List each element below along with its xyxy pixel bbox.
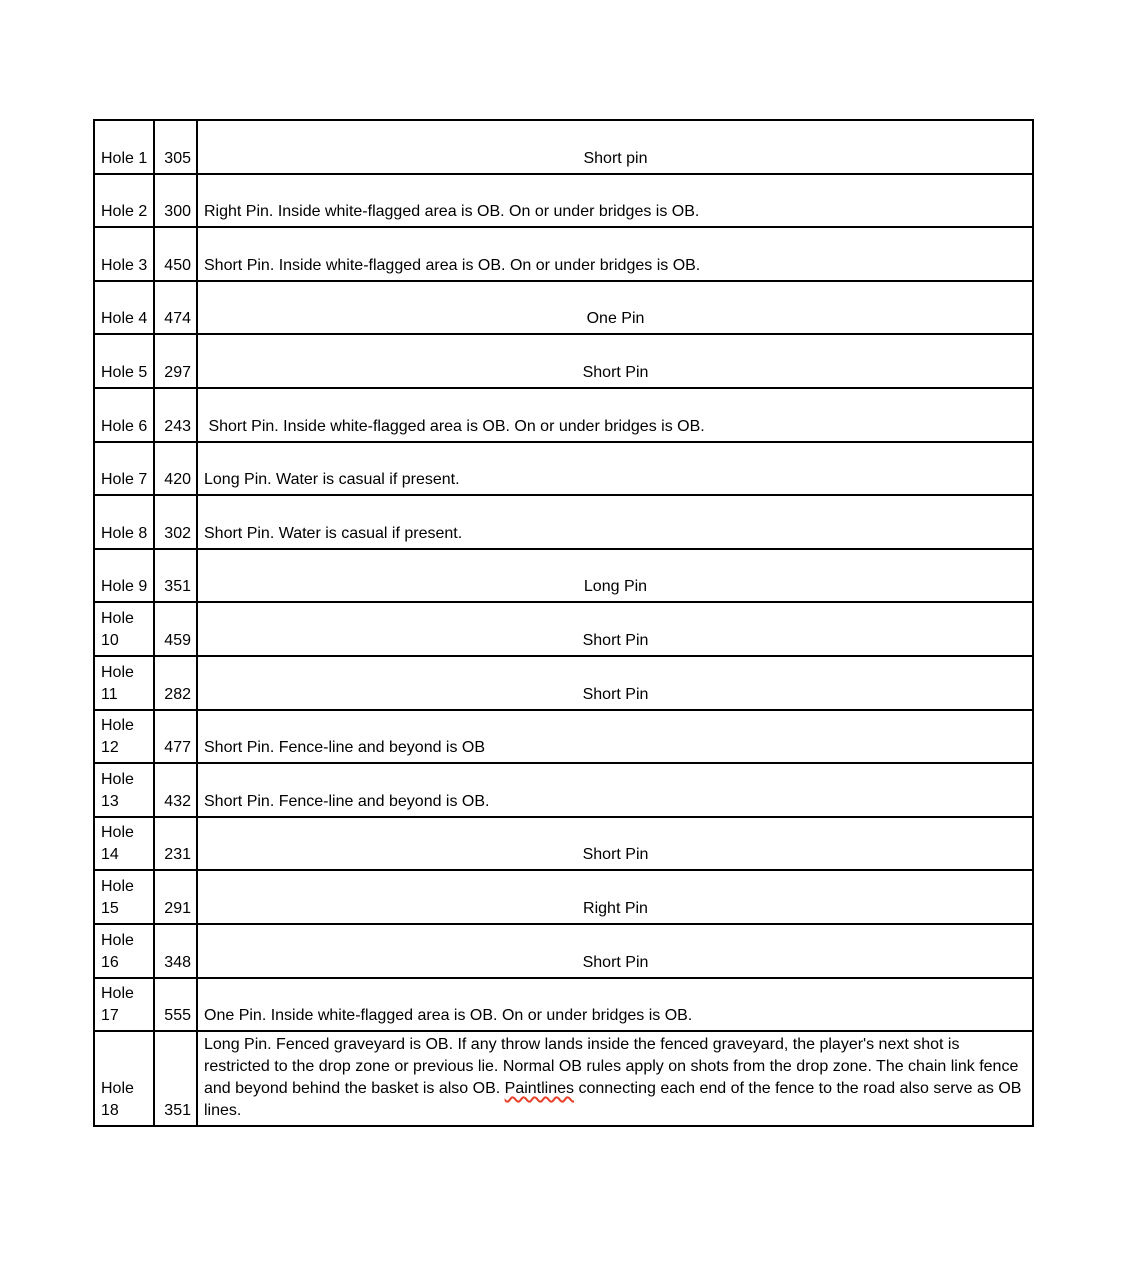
distance-cell: 555 [154,978,197,1032]
table-row [94,763,1033,817]
hole-label-cell: Hole 16 [94,924,154,978]
hole-label-cell: Hole 6 [94,388,154,442]
distance-cell: 348 [154,924,197,978]
description-cell [197,870,1033,924]
description-cell [197,281,1033,335]
description-cell [197,656,1033,710]
hole-rules-table [93,119,1034,1127]
hole-label-cell: Hole 5 [94,334,154,388]
distance-cell: 450 [154,227,197,281]
table-row [94,495,1033,549]
distance-cell: 300 [154,174,197,228]
distance-cell: 420 [154,442,197,496]
hole-label-cell: Hole 15 [94,870,154,924]
table-row [94,870,1033,924]
description-cell [197,1031,1033,1126]
distance-cell: 351 [154,549,197,603]
table-row [94,174,1033,228]
misspelled-word: Paintlines [504,1080,575,1098]
table-row [94,602,1033,656]
table-row [94,120,1033,174]
distance-cell: 459 [154,602,197,656]
description-text: Short Pin [582,953,649,971]
description-text: Short Pin [582,363,649,381]
description-text: Right Pin. Inside white-flagged area is OB. On or under bridges is OB. [204,203,700,221]
description-cell [197,174,1033,228]
table-row [94,978,1033,1032]
description-text: Short Pin [582,685,649,703]
description-text: Short Pin [582,846,649,864]
description-text: connecting each end of the fence to the road also serve as OB lines. [204,1080,1026,1120]
distance-cell: 477 [154,710,197,764]
hole-label-cell: Hole 4 [94,281,154,335]
description-cell [197,602,1033,656]
hole-table-body [94,120,1033,1126]
description-cell [197,978,1033,1032]
hole-label-cell: Hole 17 [94,978,154,1032]
description-cell [197,763,1033,817]
distance-cell: 305 [154,120,197,174]
distance-cell: 474 [154,281,197,335]
distance-cell: 432 [154,763,197,817]
hole-label-cell: Hole 10 [94,602,154,656]
distance-cell: 302 [154,495,197,549]
description-text: One Pin [586,310,645,328]
table-row [94,710,1033,764]
distance-cell: 297 [154,334,197,388]
distance-cell: 243 [154,388,197,442]
hole-label-cell: Hole 7 [94,442,154,496]
description-text: Short Pin. Inside white-flagged area is OB. On or under bridges is OB. [204,256,701,274]
table-row [94,656,1033,710]
hole-label-cell: Hole 11 [94,656,154,710]
hole-label-cell: Hole 1 [94,120,154,174]
table-row [94,334,1033,388]
hole-label-cell: Hole 8 [94,495,154,549]
description-cell [197,388,1033,442]
hole-label-cell: Hole 18 [94,1031,154,1126]
table-row [94,1031,1033,1126]
description-text: One Pin. Inside white-flagged area is OB. On or under bridges is OB. [204,1007,693,1025]
distance-cell: 282 [154,656,197,710]
description-text: Short Pin. Fence-line and beyond is OB [204,739,486,757]
description-cell [197,549,1033,603]
table-row [94,388,1033,442]
description-text: Long Pin. Fenced graveyard is OB. If any throw lands inside the fenced graveyard, the player's next shot is restricted to the drop zone or previous lie. Normal OB rules apply on shots from the drop zone. The chain link fence and beyond behind the basket is also OB. [204,1036,1023,1098]
table-row [94,549,1033,603]
distance-cell: 231 [154,817,197,871]
description-cell [197,710,1033,764]
hole-label-cell: Hole 9 [94,549,154,603]
description-cell [197,817,1033,871]
table-row [94,442,1033,496]
description-text: Short Pin. Fence-line and beyond is OB. [204,792,490,810]
hole-label-cell: Hole 12 [94,710,154,764]
table-row [94,227,1033,281]
hole-label-cell: Hole 14 [94,817,154,871]
description-text: Short Pin [582,631,649,649]
description-text: Short Pin. Inside white-flagged area is OB. On or under bridges is OB. [204,417,705,435]
description-text: Right Pin [583,899,648,917]
description-text: Short pin [583,149,648,167]
hole-label-cell: Hole 13 [94,763,154,817]
hole-label-cell: Hole 2 [94,174,154,228]
description-cell [197,442,1033,496]
distance-cell: 351 [154,1031,197,1126]
description-text: Long Pin [583,578,648,596]
table-row [94,281,1033,335]
description-cell [197,227,1033,281]
table-row [94,924,1033,978]
distance-cell: 291 [154,870,197,924]
description-text: Long Pin. Water is casual if present. [204,471,460,489]
description-cell [197,120,1033,174]
table-row [94,817,1033,871]
hole-label-cell: Hole 3 [94,227,154,281]
description-text: Short Pin. Water is casual if present. [204,524,463,542]
description-cell [197,924,1033,978]
description-cell [197,495,1033,549]
description-cell [197,334,1033,388]
